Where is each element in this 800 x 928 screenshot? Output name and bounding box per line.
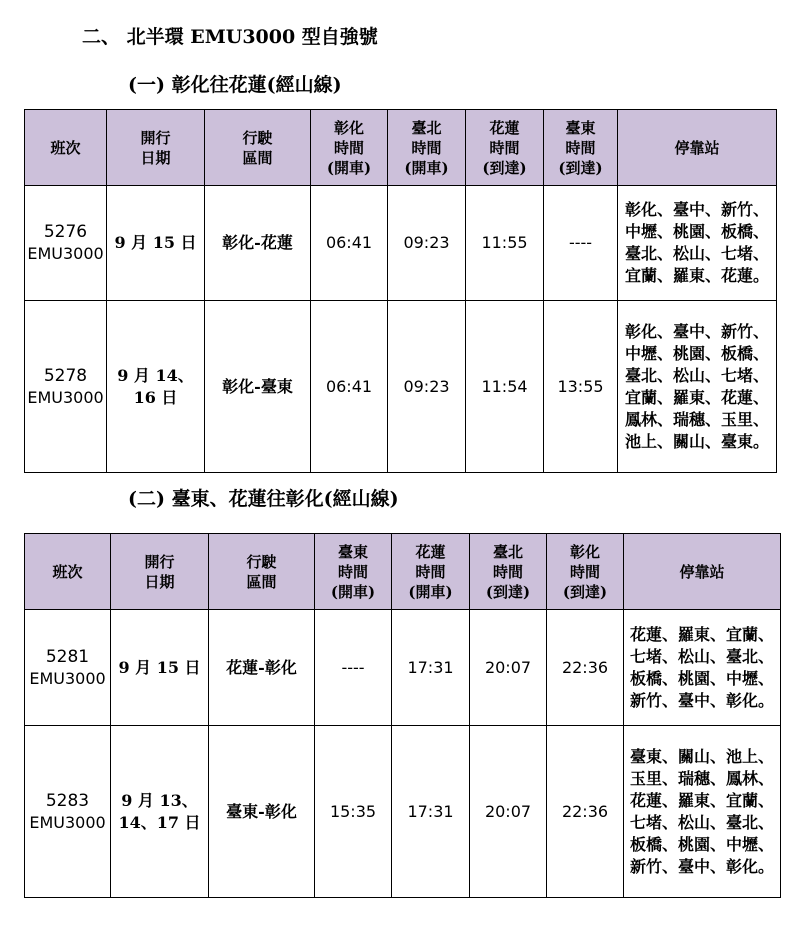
header-time-4: 臺東 時間 (到達) [544,110,618,186]
table-header-row [25,534,781,610]
stop-list: 花蓮、羅東、宜蘭、 七堵、松山、臺北、 板橋、桃園、中壢、 新竹、臺中、彰化。 [624,610,781,726]
run-date: 9 月 15 日 [107,186,205,301]
header-time-3: 花蓮 時間 (到達) [466,110,544,186]
time-4: 13:55 [544,301,618,473]
subsection-heading-2: (二) 臺東、花蓮往彰化(經山線) [128,488,399,510]
stop-list: 彰化、臺中、新竹、 中壢、桃園、板橋、 臺北、松山、七堵、 宜蘭、羅東、花蓮。 [618,186,777,301]
time-1: 15:35 [315,726,392,898]
time-4: 22:36 [547,610,624,726]
header-time-2: 臺北 時間 (開車) [388,110,466,186]
header-run-date: 開行 日期 [111,534,209,610]
header-stops: 停靠站 [618,110,777,186]
train-number: 5276 EMU3000 [25,186,107,301]
table-row [25,301,777,473]
time-3: 20:07 [470,610,547,726]
section: 彰化-花蓮 [205,186,311,301]
header-stops: 停靠站 [624,534,781,610]
time-1: 06:41 [311,186,388,301]
header-run-date: 開行 日期 [107,110,205,186]
time-2: 09:23 [388,301,466,473]
table-row [25,186,777,301]
timetable-changhua-to-hualien [24,109,777,473]
train-number: 5283 EMU3000 [25,726,111,898]
timetable-taitung-hualien-to-changhua [24,533,781,898]
run-date: 9 月 14、 16 日 [107,301,205,473]
header-time-4: 彰化 時間 (到達) [547,534,624,610]
time-4: ---- [544,186,618,301]
stop-list: 彰化、臺中、新竹、 中壢、桃園、板橋、 臺北、松山、七堵、 宜蘭、羅東、花蓮、 鳳林、瑞穗、玉里、 池上、關山、臺東。 [618,301,777,473]
time-2: 09:23 [388,186,466,301]
table-header-row [25,110,777,186]
section: 臺東-彰化 [209,726,315,898]
time-1: ---- [315,610,392,726]
header-section: 行駛 區間 [209,534,315,610]
header-time-3: 臺北 時間 (到達) [470,534,547,610]
run-date: 9 月 13、 14、17 日 [111,726,209,898]
table-row [25,610,781,726]
stop-list: 臺東、關山、池上、 玉里、瑞穗、鳳林、 花蓮、羅東、宜蘭、 七堵、松山、臺北、 板橋、桃園、中壢、 新竹、臺中、彰化。 [624,726,781,898]
table-row [25,726,781,898]
header-time-1: 臺東 時間 (開車) [315,534,392,610]
header-time-1: 彰化 時間 (開車) [311,110,388,186]
train-number: 5281 EMU3000 [25,610,111,726]
time-1: 06:41 [311,301,388,473]
train-number: 5278 EMU3000 [25,301,107,473]
section-heading: 二、 北半環 EMU3000 型自強號 [82,26,378,48]
header-time-2: 花蓮 時間 (開車) [392,534,470,610]
time-3: 11:54 [466,301,544,473]
time-3: 20:07 [470,726,547,898]
section: 花蓮-彰化 [209,610,315,726]
header-train-no: 班次 [25,534,111,610]
subsection-heading-1: (一) 彰化往花蓮(經山線) [128,74,342,96]
section: 彰化-臺東 [205,301,311,473]
time-2: 17:31 [392,610,470,726]
run-date: 9 月 15 日 [111,610,209,726]
time-3: 11:55 [466,186,544,301]
time-2: 17:31 [392,726,470,898]
time-4: 22:36 [547,726,624,898]
header-train-no: 班次 [25,110,107,186]
header-section: 行駛 區間 [205,110,311,186]
